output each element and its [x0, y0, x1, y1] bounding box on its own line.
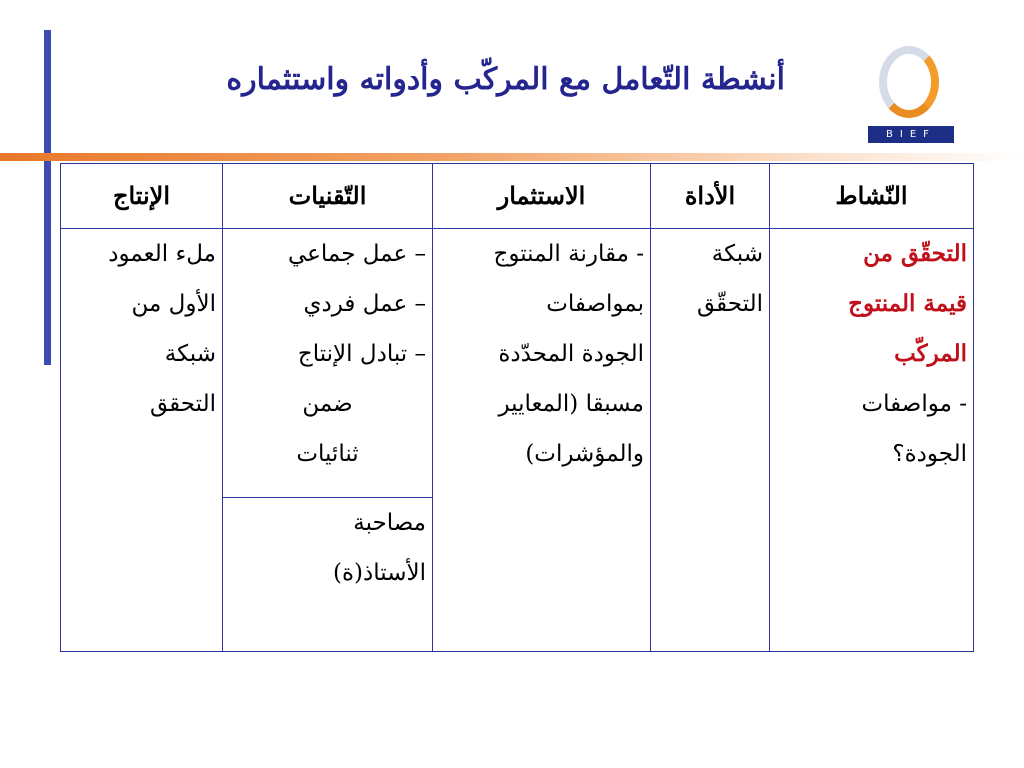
- production-line: شبكة: [164, 341, 216, 367]
- header-production: الإنتاج: [61, 164, 223, 229]
- activity-title-line: قيمة المنتوج: [848, 290, 967, 317]
- production-cell: [61, 229, 223, 652]
- header-tool: الأداة: [651, 164, 770, 229]
- title-divider: [0, 153, 1024, 161]
- table-header-row: [61, 164, 974, 229]
- activities-table: [60, 163, 974, 652]
- logo-ring-icon: [879, 46, 939, 118]
- technique-line: – عمل جماعي: [288, 241, 426, 267]
- tool-cell: [651, 229, 770, 652]
- exploitation-line: الجودة المحدّدة: [498, 341, 644, 367]
- production-line: الأول من: [131, 291, 216, 317]
- technique-line: – عمل فردي: [303, 291, 426, 317]
- exploitation-line: والمؤشرات): [525, 441, 644, 467]
- table-row: [61, 229, 974, 498]
- technique-line: – تبادل الإنتاج: [297, 341, 426, 367]
- technique-line: مصاحبة: [353, 510, 426, 536]
- tool-line: التحقّق: [696, 291, 763, 317]
- exploitation-line: بمواصفات: [546, 291, 644, 317]
- header-techniques: التّقنيات: [223, 164, 433, 229]
- header-activity: النّشاط: [770, 164, 974, 229]
- tool-line: شبكة: [711, 241, 763, 267]
- activity-body-line: الجودة؟: [892, 441, 967, 467]
- exploitation-cell: [433, 229, 651, 652]
- activity-cell: [770, 229, 974, 652]
- technique-line: الأستاذ(ة): [333, 560, 426, 586]
- techniques-cell: [223, 229, 433, 498]
- activity-title-line: المركّب: [894, 340, 967, 367]
- bief-logo: [868, 38, 954, 148]
- technique-line: ضمن: [302, 391, 353, 417]
- exploitation-line: مسبقا (المعايير: [498, 391, 644, 417]
- logo-wordmark: BIEF: [868, 126, 954, 143]
- left-accent-bar: [44, 30, 51, 365]
- technique-line: ثنائيات: [296, 441, 359, 467]
- production-line: ملء العمود: [108, 241, 216, 267]
- exploitation-line: - مقارنة المنتوج: [493, 241, 644, 267]
- techniques-support-cell: [223, 498, 433, 652]
- activity-body-line: - مواصفات: [861, 391, 967, 417]
- slide-title: أنشطة التّعامل مع المركّب وأدواته واستثماره: [226, 62, 785, 97]
- production-line: التحقق: [149, 391, 216, 417]
- header-exploitation: الاستثمار: [433, 164, 651, 229]
- activity-title-line: التحقّق من: [863, 240, 967, 267]
